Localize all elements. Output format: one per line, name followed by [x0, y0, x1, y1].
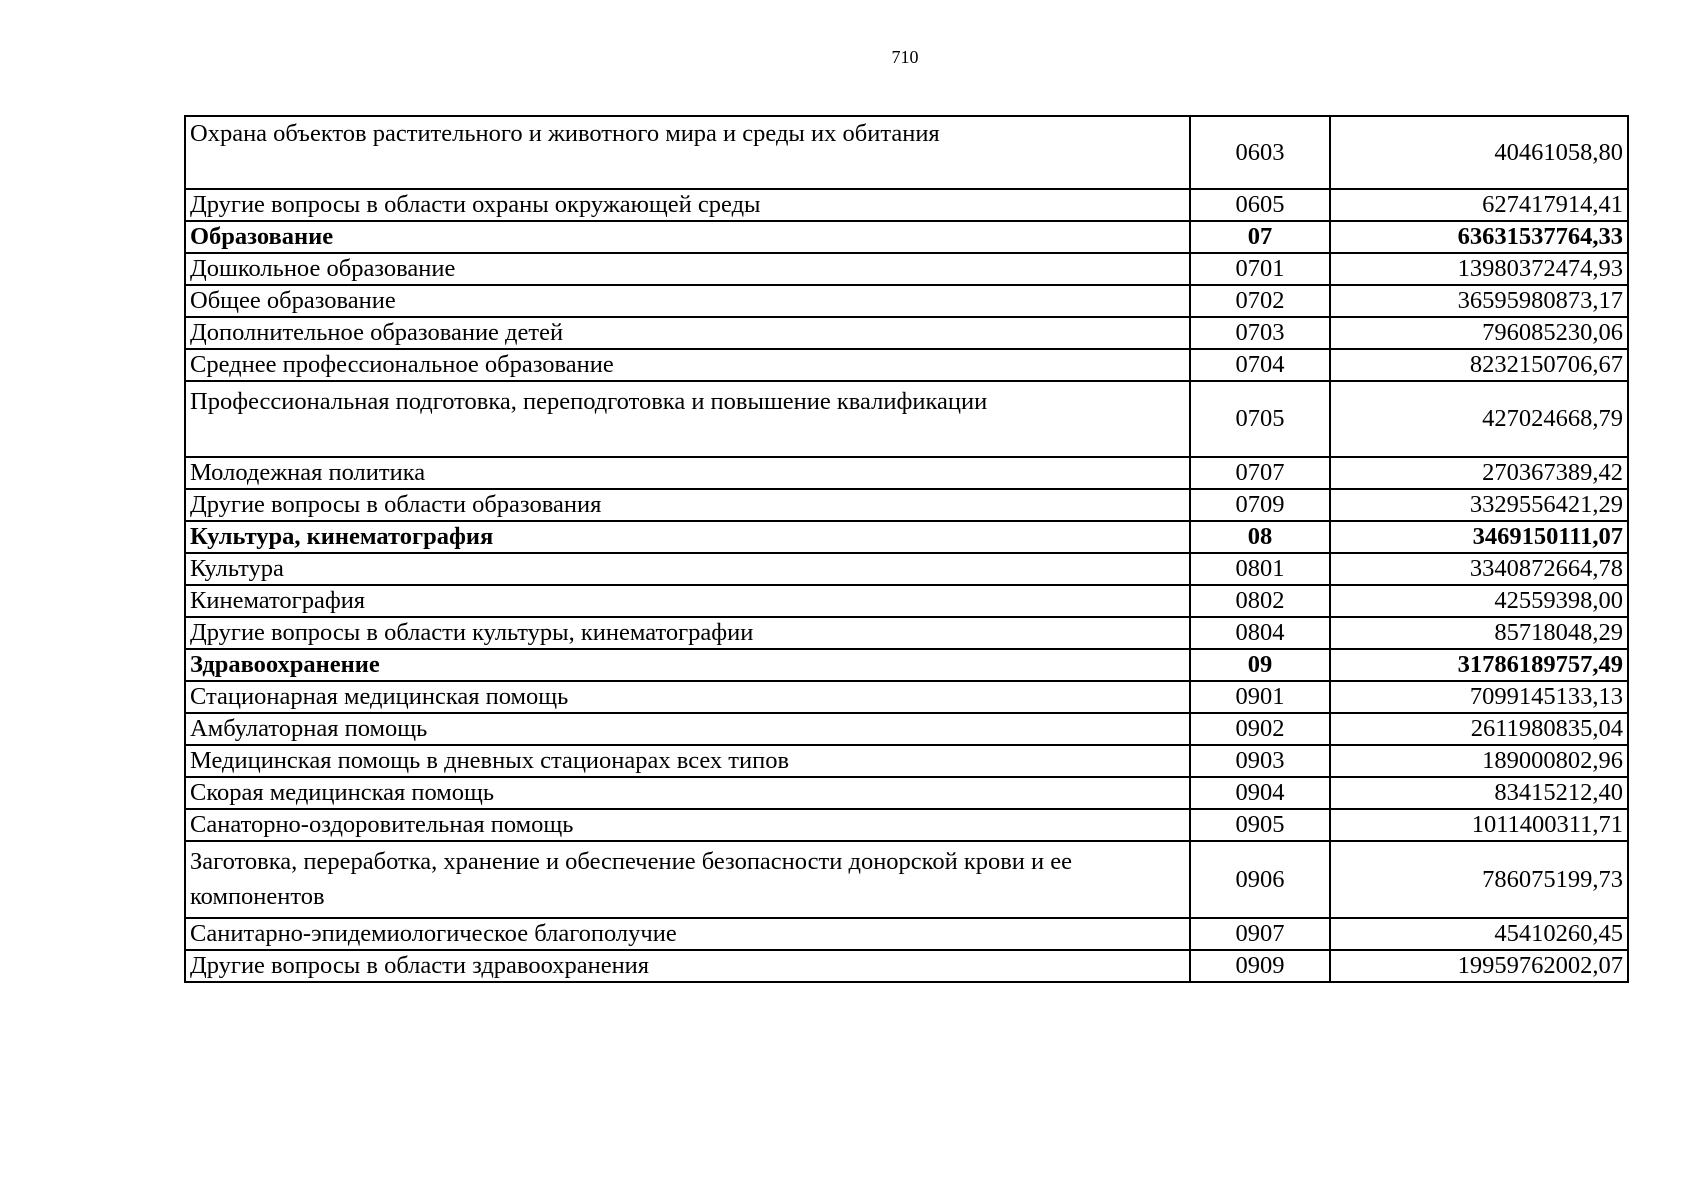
table-row: [185, 553, 1628, 585]
row-code: 0703: [1190, 317, 1330, 349]
row-name: Другие вопросы в области культуры, кинематографии: [185, 617, 1190, 649]
row-name: Амбулаторная помощь: [185, 713, 1190, 745]
section-code: 08: [1190, 521, 1330, 553]
section-amount: 3469150111,07: [1330, 521, 1628, 553]
row-code: 0909: [1190, 950, 1330, 982]
row-amount: 19959762002,07: [1330, 950, 1628, 982]
row-code: 0704: [1190, 349, 1330, 381]
row-amount: 7099145133,13: [1330, 681, 1628, 713]
row-name: Профессиональная подготовка, переподготовка и повышение квалификации: [185, 381, 1190, 457]
row-code: 0904: [1190, 777, 1330, 809]
row-name: Другие вопросы в области образования: [185, 489, 1190, 521]
row-amount: 83415212,40: [1330, 777, 1628, 809]
row-name: Заготовка, переработка, хранение и обеспечение безопасности донорской крови и ее компонентов: [185, 841, 1190, 918]
row-code: 0903: [1190, 745, 1330, 777]
table-row: [185, 809, 1628, 841]
row-name: Санаторно-оздоровительная помощь: [185, 809, 1190, 841]
table-row: [185, 349, 1628, 381]
table-row: [185, 950, 1628, 982]
table-row: [185, 585, 1628, 617]
row-amount: 3329556421,29: [1330, 489, 1628, 521]
row-code: 0901: [1190, 681, 1330, 713]
row-code: 0709: [1190, 489, 1330, 521]
section-name: Культура, кинематография: [185, 521, 1190, 553]
row-amount: 270367389,42: [1330, 457, 1628, 489]
row-name: Молодежная политика: [185, 457, 1190, 489]
budget-table: [184, 115, 1629, 983]
row-name: Среднее профессиональное образование: [185, 349, 1190, 381]
row-amount: 1011400311,71: [1330, 809, 1628, 841]
table-row: [185, 285, 1628, 317]
table-row: [185, 617, 1628, 649]
table-row: [185, 918, 1628, 950]
section-amount: 63631537764,33: [1330, 221, 1628, 253]
section-code: 07: [1190, 221, 1330, 253]
row-amount: 627417914,41: [1330, 189, 1628, 221]
row-amount: 2611980835,04: [1330, 713, 1628, 745]
row-name: Дошкольное образование: [185, 253, 1190, 285]
section-name: Образование: [185, 221, 1190, 253]
row-name: Культура: [185, 553, 1190, 585]
row-code: 0804: [1190, 617, 1330, 649]
section-row: [185, 221, 1628, 253]
section-code: 09: [1190, 649, 1330, 681]
table-row: [185, 116, 1628, 189]
row-code: 0905: [1190, 809, 1330, 841]
table-row: [185, 681, 1628, 713]
row-name: Медицинская помощь в дневных стационарах всех типов: [185, 745, 1190, 777]
table-row: [185, 381, 1628, 457]
row-amount: 36595980873,17: [1330, 285, 1628, 317]
row-name: Стационарная медицинская помощь: [185, 681, 1190, 713]
row-code: 0802: [1190, 585, 1330, 617]
table-row: [185, 489, 1628, 521]
row-name: Другие вопросы в области охраны окружающей среды: [185, 189, 1190, 221]
section-row: [185, 521, 1628, 553]
row-code: 0705: [1190, 381, 1330, 457]
row-amount: 786075199,73: [1330, 841, 1628, 918]
row-name: Общее образование: [185, 285, 1190, 317]
row-amount: 40461058,80: [1330, 116, 1628, 189]
row-amount: 427024668,79: [1330, 381, 1628, 457]
row-name: Скорая медицинская помощь: [185, 777, 1190, 809]
section-row: [185, 649, 1628, 681]
table-row: [185, 317, 1628, 349]
page-number: 710: [891, 47, 919, 67]
row-amount: 796085230,06: [1330, 317, 1628, 349]
section-name: Здравоохранение: [185, 649, 1190, 681]
table-row: [185, 777, 1628, 809]
row-amount: 8232150706,67: [1330, 349, 1628, 381]
row-amount: 13980372474,93: [1330, 253, 1628, 285]
table-row: [185, 841, 1628, 918]
row-amount: 45410260,45: [1330, 918, 1628, 950]
section-amount: 31786189757,49: [1330, 649, 1628, 681]
table-row: [185, 713, 1628, 745]
row-amount: 42559398,00: [1330, 585, 1628, 617]
row-name: Дополнительное образование детей: [185, 317, 1190, 349]
row-amount: 3340872664,78: [1330, 553, 1628, 585]
row-code: 0902: [1190, 713, 1330, 745]
row-code: 0702: [1190, 285, 1330, 317]
table-row: [185, 457, 1628, 489]
row-code: 0907: [1190, 918, 1330, 950]
row-code: 0801: [1190, 553, 1330, 585]
row-name: Другие вопросы в области здравоохранения: [185, 950, 1190, 982]
row-amount: 85718048,29: [1330, 617, 1628, 649]
row-code: 0605: [1190, 189, 1330, 221]
row-code: 0906: [1190, 841, 1330, 918]
row-code: 0707: [1190, 457, 1330, 489]
row-code: 0701: [1190, 253, 1330, 285]
row-amount: 189000802,96: [1330, 745, 1628, 777]
row-name: Кинематография: [185, 585, 1190, 617]
table-row: [185, 189, 1628, 221]
row-name: Охрана объектов растительного и животного мира и среды их обитания: [185, 116, 1190, 189]
row-name: Санитарно-эпидемиологическое благополучие: [185, 918, 1190, 950]
row-code: 0603: [1190, 116, 1330, 189]
table-row: [185, 253, 1628, 285]
table-row: [185, 745, 1628, 777]
